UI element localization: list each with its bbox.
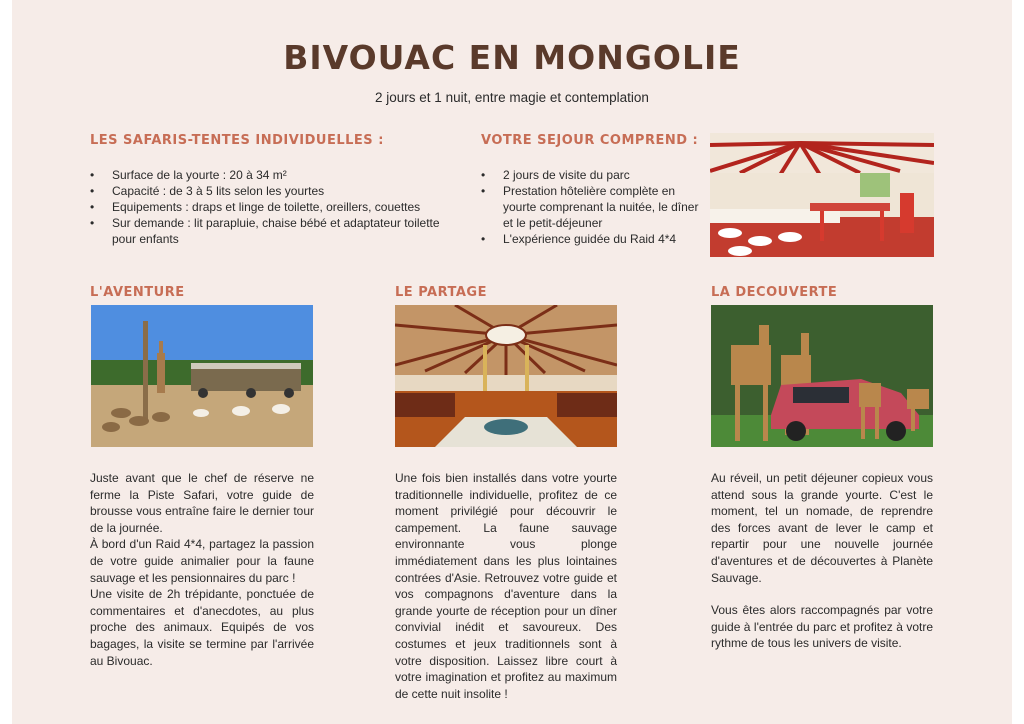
giraffes-car-photo [711,305,933,447]
restaurant-yurt-photo [710,133,934,257]
paragraph: Une visite de 2h trépidante, ponctuée de commentaires et d'anecdotes, au plus proche des animaux. Equipés de vos bagages, la visite se termine par l'arrivée au Bivouac. [90,587,314,668]
yurt-interior-photo [395,305,617,447]
safaris-heading: LES SAFARIS-TENTES INDIVIDUELLES : [90,133,384,148]
list-item: • Sur demande : lit parapluie, chaise bébé et adaptateur toilette pour enfants [90,215,450,247]
paragraph: À bord d'un Raid 4*4, partagez la passion de votre guide animalier pour la faune sauvage et les pensionnaires du parc ! [90,537,314,585]
left-margin [0,0,12,724]
page-title: BIVOUAC EN MONGOLIE [283,38,741,77]
list-item: • Equipements : draps et linge de toilette, oreillers, couettes [90,199,450,215]
right-margin [1012,0,1024,724]
list-item: • Surface de la yourte : 20 à 34 m² [90,167,450,183]
partage-heading: LE PARTAGE [395,285,487,300]
decouverte-heading: LA DECOUVERTE [711,285,838,300]
safari-truck-photo [91,305,313,447]
list-item: • Capacité : de 3 à 5 lits selon les yourtes [90,183,450,199]
safaris-list [90,167,450,247]
sejour-heading: VOTRE SEJOUR COMPREND : [481,133,699,148]
partage-text [395,470,617,702]
decouverte-text [711,470,933,652]
paragraph: Une fois bien installés dans votre yourte traditionnelle individuelle, profitez de ce moment privilégié pour découvrir le campement. La faune sauvage environnante vous plonge immédiatement dans les plus lointaines contrées d'Asie. Retrouvez votre guide et vos compagnons d'aventure dans la grande yourte de réception pour un dîner convivial inédit et savoureux. Des costumes et jeux traditionnels sont à votre disposition. Laissez libre court à votre imagination et profitez au maximum de cette nuit insolite ! [395,471,617,701]
aventure-text [90,470,314,669]
paragraph: Vous êtes alors raccompagnés par votre guide à l'entrée du parc et profitez à votre rythme de tous les univers de visite. [711,603,933,651]
sejour-list [481,167,703,247]
aventure-heading: L'AVENTURE [90,285,185,300]
paragraph: Juste avant que le chef de réserve ne ferme la Piste Safari, votre guide de brousse vous entraîne faire le dernier tour de la journée. [90,471,314,535]
list-item: • 2 jours de visite du parc [481,167,703,183]
page-subtitle: 2 jours et 1 nuit, entre magie et contemplation [375,90,649,105]
paragraph: Au réveil, un petit déjeuner copieux vous attend sous la grande yourte. C'est le moment, tel un nomade, de reprendre des forces avant de lever le camp et repartir pour une nouvelle journée d'aventures et de découvertes à Planète Sauvage. [711,471,933,585]
list-item: • L'expérience guidée du Raid 4*4 [481,231,703,247]
list-item: • Prestation hôtelière complète en yourte comprenant la nuitée, le dîner et le petit-déjeuner [481,183,703,231]
